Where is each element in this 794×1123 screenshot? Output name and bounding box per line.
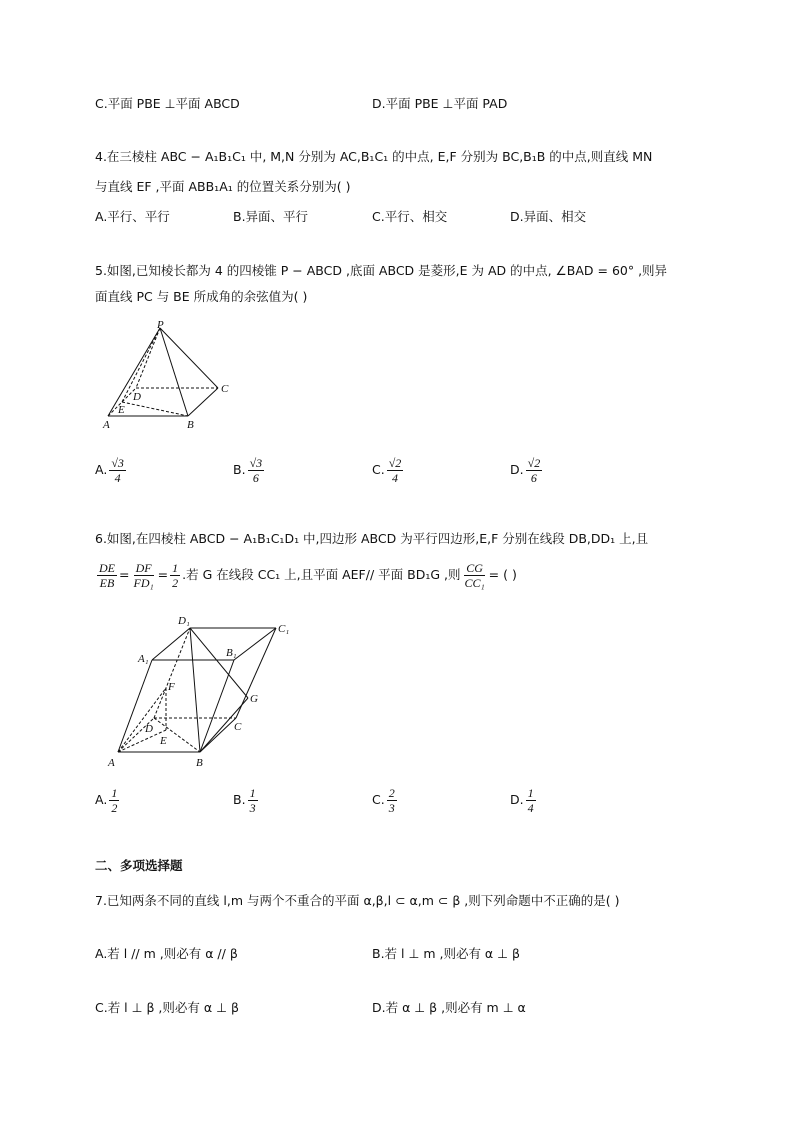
q6-label-g: G: [250, 693, 258, 705]
q4-option-c: C.平行、相交: [372, 209, 448, 224]
q6-label-b: B: [196, 757, 203, 769]
section-title-multiple-choice: 二、多项选择题: [95, 858, 183, 873]
q6-frac-cg-cc1: $\frac{CG}{\text{CC₁}}$: [464, 561, 485, 590]
q4-option-d: D.异面、相交: [510, 209, 587, 224]
q5-label-e: E: [118, 404, 125, 416]
q6-option-c: C. $\frac{2}{3}$: [372, 786, 395, 815]
q6-stem-line1: 6.如图,在四棱柱 ABCD − A₁B₁C₁D₁ 中,四边形 ABCD 为平行四边形,E,F 分别在线段 DB,DD₁ 上,且: [95, 531, 649, 546]
q6-label-e: E: [160, 735, 167, 747]
q7-stem: 7.已知两条不同的直线 l,m 与两个不重合的平面 α,β,l ⊂ α,m ⊂ β ,则下列命题中不正确的是( ): [95, 893, 620, 908]
q7-option-d: D.若 α ⊥ β ,则必有 m ⊥ α: [372, 1000, 526, 1015]
q3-option-c: C.平面 PBE ⊥平面 ABCD: [95, 96, 240, 111]
q5-label-p: P: [157, 320, 164, 331]
q6-label-f: F: [168, 681, 175, 693]
q6-label-d: D: [145, 723, 153, 735]
q5-label-c: C: [221, 383, 229, 395]
q6-frac-half: $\frac{1}{2}$: [172, 561, 179, 590]
q6-option-d: D. $\frac{1}{4}$: [510, 786, 534, 815]
q6-label-d1: D₁: [178, 615, 190, 627]
q4-option-b: B.异面、平行: [233, 209, 309, 224]
q6-frac-df-fd1: $\frac{DF}{\text{FD₁}}$: [133, 561, 154, 590]
q5-pyramid-figure: [100, 320, 240, 432]
q6-option-a: A. $\frac{1}{2}$: [95, 786, 118, 815]
q6-label-b1: B₁: [226, 647, 237, 659]
q5-label-a: A: [103, 419, 110, 431]
q6-label-a1: A₁: [138, 653, 149, 665]
q6-label-c: C: [234, 721, 242, 733]
q6-option-b: B. $\frac{1}{3}$: [233, 786, 256, 815]
q5-label-d: D: [133, 391, 141, 403]
q4-stem-line2: 与直线 EF ,平面 ABB₁A₁ 的位置关系分别为( ): [95, 179, 351, 194]
q6-frac-de-eb: $\frac{DE}{EB}$: [99, 561, 115, 590]
q6-prism-figure: [100, 608, 300, 772]
q7-option-a: A.若 l // m ,则必有 α // β: [95, 946, 238, 961]
q6-label-c1: C₁: [278, 623, 290, 635]
q4-stem-line1: 4.在三棱柱 ABC − A₁B₁C₁ 中, M,N 分别为 AC,B₁C₁ 的中点, E,F 分别为 BC,B₁B 的中点,则直线 MN: [95, 149, 653, 164]
q7-option-b: B.若 l ⊥ m ,则必有 α ⊥ β: [372, 946, 520, 961]
q3-option-d: D.平面 PBE ⊥平面 PAD: [372, 96, 508, 111]
q5-label-b: B: [187, 419, 194, 431]
q7-option-c: C.若 l ⊥ β ,则必有 α ⊥ β: [95, 1000, 239, 1015]
q5-option-a: A. $\frac{√3}{4}$: [95, 456, 124, 485]
q5-option-c: C. $\frac{√2}{4}$: [372, 456, 402, 485]
q5-option-d: D. $\frac{√2}{6}$: [510, 456, 541, 485]
q4-option-a: A.平行、平行: [95, 209, 170, 224]
q5-stem-line2: 面直线 PC 与 BE 所成角的余弦值为( ): [95, 289, 308, 304]
q6-label-a: A: [108, 757, 115, 769]
q5-option-b: B. $\frac{√3}{6}$: [233, 456, 263, 485]
q5-stem-line1: 5.如图,已知棱长都为 4 的四棱锥 P − ABCD ,底面 ABCD 是菱形,E 为 AD 的中点, ∠BAD = 60° ,则异: [95, 263, 668, 278]
q6-stem-line2: $\frac{DE}{EB}$ = $\frac{DF}{\text{FD₁}}$ = $\frac{1}{2}$ .若 G 在线段 CC₁ 上,且平面 AEF// 平面 BD₁G ,则 $\frac{CG}{\text{CC₁}}$ = ( ): [99, 561, 517, 590]
